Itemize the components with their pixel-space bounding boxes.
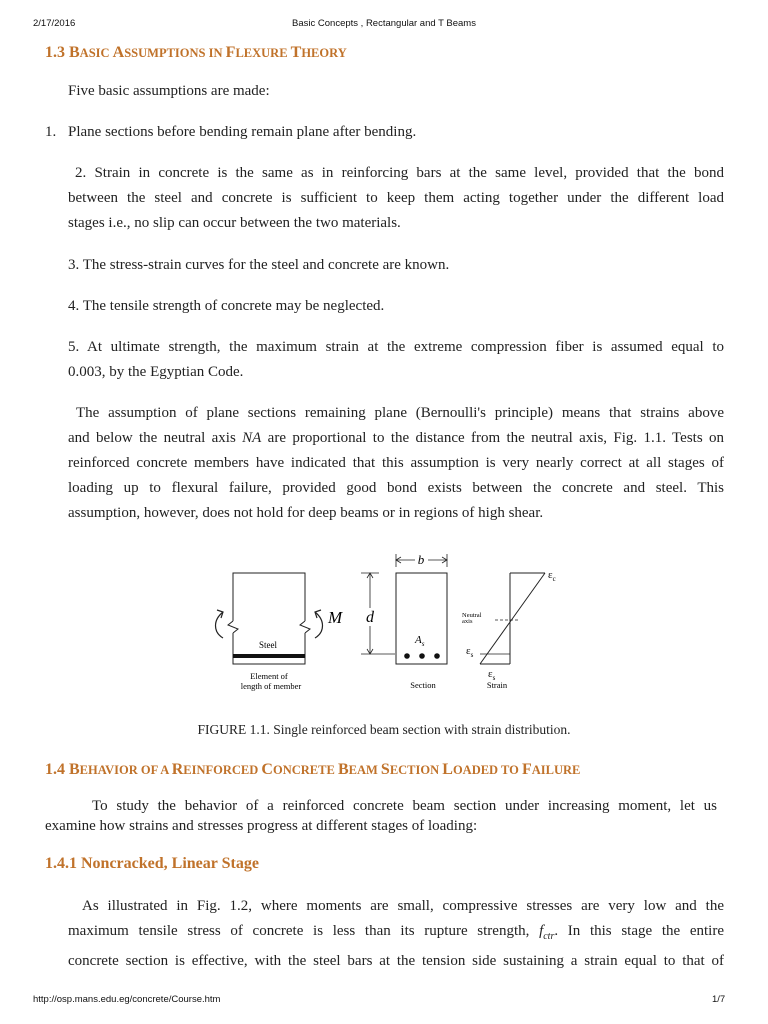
behavior-intro (45, 796, 717, 836)
assumption-5-line: 0.003, by the Egyptian Code. (68, 364, 244, 380)
figure-1-1 (195, 548, 575, 698)
heading-initial: F (225, 44, 236, 61)
section-heading-1-4-1: 1.4.1 Noncracked, Linear Stage (45, 855, 259, 872)
assumption-4: 4. The tensile strength of concrete may be neglected. (68, 298, 385, 314)
neutral-axis-symbol: NA (242, 430, 262, 446)
paragraph-line: The assumption of plane sections remaining plane (Bernoulli's principle) means that strains above (76, 405, 724, 421)
rebar (404, 653, 410, 659)
element-of-member (216, 573, 344, 691)
heading-initial: T (290, 44, 302, 61)
print-title: Basic Concepts , Rectangular and T Beams (292, 18, 476, 29)
heading-initial: B (69, 44, 80, 61)
moment-label: M (328, 608, 343, 627)
concrete-strain-label: $\varepsilon_c$ (548, 569, 556, 583)
heading-initial: L (442, 761, 453, 778)
heading-initial: B (69, 761, 80, 778)
assumption-2-line: between the steel and concrete is sufficient to keep them acting together under the different load (68, 190, 724, 206)
neutral-axis-label-1: Neutral (462, 612, 482, 619)
heading-initial: B (337, 761, 349, 778)
paragraph-line: As illustrated in Fig. 1.2, where moments are small, compressive stresses are very low and the (82, 898, 724, 914)
heading-smallcaps: SSUMPTIONS IN (124, 46, 226, 60)
paragraph-line: To study the behavior of a reinforced concrete beam section under increasing moment, let us (92, 798, 717, 814)
strain-diagram (462, 569, 556, 690)
assumption-1-number: 1. (45, 124, 57, 140)
steel-strain-label: $\varepsilon_s$ (466, 645, 474, 659)
element-label-1: Element of (250, 671, 288, 681)
heading-smallcaps: ONCRETE (272, 763, 338, 777)
paragraph-line: maximum tensile stress of concrete is less than its rupture strength, $f_{ctr}$. In this stage the entire (68, 923, 724, 942)
rupture-strength-symbol: $f_{ctr}$ (539, 923, 555, 942)
beam-section (361, 552, 447, 690)
assumption-1: Plane sections before bending remain plane after bending. (68, 124, 417, 140)
neutral-axis-label-2: axis (462, 618, 473, 625)
section-heading-1-3: 1.3 BASIC ASSUMPTIONS IN FLEXURE THEORY (45, 44, 347, 61)
assumption-5 (68, 335, 724, 385)
heading-smallcaps: ASIC (79, 46, 113, 60)
bernoulli-paragraph (68, 401, 724, 526)
assumption-2-line: 2. Strain in concrete is the same as in reinforcing bars at the same level, provided that the bond (75, 165, 724, 181)
heading-smallcaps: AILURE (531, 763, 581, 777)
heading-smallcaps: EHAVIOR OF A (79, 763, 172, 777)
heading-smallcaps: EINFORCED (183, 763, 262, 777)
heading-initial: C (261, 761, 273, 778)
paragraph-line: loading up to flexural failure, provided good bond exists between the concrete and steel. This (68, 480, 724, 496)
strain-label: Strain (486, 680, 508, 690)
assumptions-intro: Five basic assumptions are made: (68, 83, 270, 99)
steel-label: Steel (259, 640, 277, 650)
rebar (419, 653, 425, 659)
print-page-number: 1/7 (712, 994, 726, 1005)
paragraph-line: reinforced concrete members have indicated that this assumption is very nearly correct at all stages of (68, 455, 724, 471)
heading-initial: F (521, 761, 532, 778)
rebar (434, 653, 440, 659)
heading-initial: R (171, 761, 184, 778)
print-url: http://osp.mans.edu.eg/concrete/Course.htm (33, 994, 221, 1005)
figure-caption: FIGURE 1.1. Single reinforced beam section with strain distribution. (197, 722, 571, 737)
print-date: 2/17/2016 (33, 18, 76, 29)
steel-strain-label-bottom: $\varepsilon_s$ (488, 668, 496, 682)
heading-smallcaps: ECTION (389, 763, 443, 777)
heading-smallcaps: EAM (348, 763, 381, 777)
paragraph-line: examine how strains and stresses progress at different stages of loading: (45, 818, 478, 834)
assumption-3: 3. The stress-strain curves for the steel and concrete are known. (68, 257, 450, 273)
section-heading-1-4: 1.4 BEHAVIOR OF A REINFORCED CONCRETE BEAM SECTION LOADED TO FAILURE (45, 761, 581, 778)
paragraph-line: assumption, however, does not hold for deep beams or in regions of high shear. (68, 505, 544, 521)
assumption-2-line: stages i.e., no slip can occur between the two materials. (68, 215, 401, 231)
depth-label: d (366, 609, 374, 626)
heading-smallcaps: OADED TO (452, 763, 522, 777)
assumption-2 (68, 161, 724, 236)
paragraph-line: and below the neutral axis NA are proportional to the distance from the neutral axis, Fig. 1.1. Tests on (68, 430, 724, 446)
width-label: b (417, 552, 425, 567)
heading-initial: A (112, 44, 125, 61)
heading-smallcaps: LEXURE (235, 46, 291, 60)
noncracked-paragraph (68, 894, 724, 974)
assumption-5-line: 5. At ultimate strength, the maximum strain at the extreme compression fiber is assumed equal to (68, 339, 724, 355)
heading-smallcaps: HEORY (301, 46, 347, 60)
steel-area-label: $A_s$ (415, 634, 425, 648)
paragraph-line: concrete section is effective, with the steel bars at the tension side sustaining a strain equal to that of (68, 953, 724, 969)
heading-initial: S (380, 761, 390, 778)
element-label-2: length of member (240, 681, 302, 691)
section-label: Section (410, 680, 436, 690)
